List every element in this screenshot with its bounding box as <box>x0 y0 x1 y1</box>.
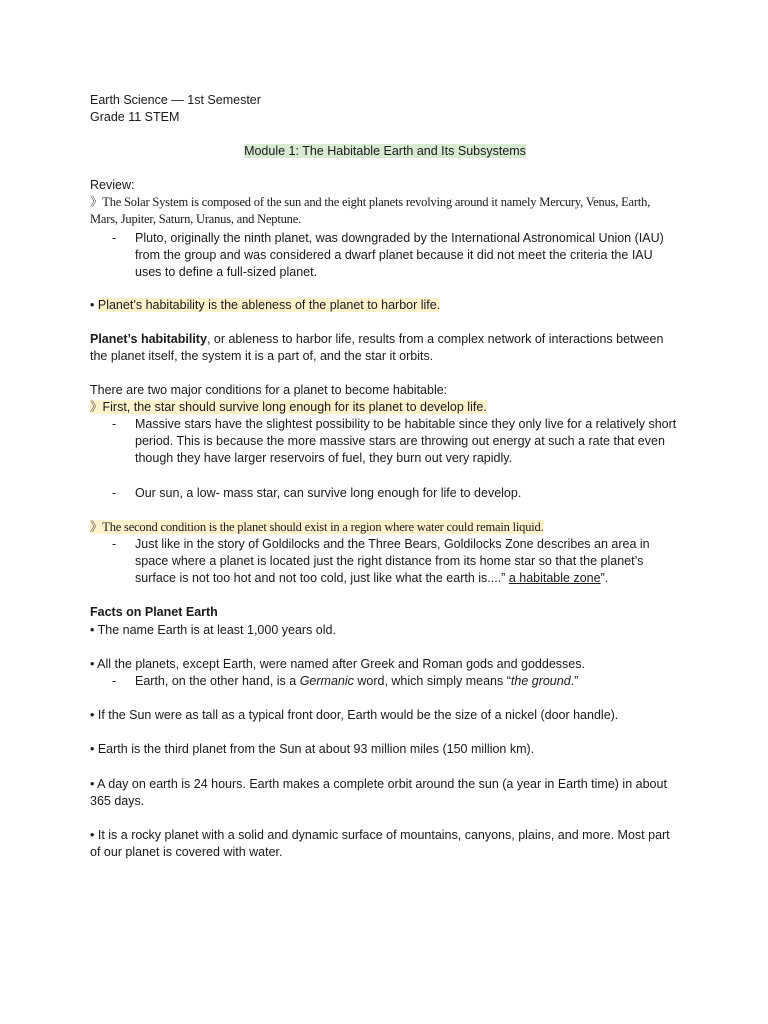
grade-label: Grade 11 STEM <box>90 110 180 124</box>
module-title-text: Module 1: The Habitable Earth and Its Subsystems <box>244 144 526 158</box>
germanic-text-c: .” <box>570 674 579 688</box>
habitability-definition <box>90 297 680 314</box>
dash-marker: - <box>112 674 117 688</box>
solar-system-statement: 》The Solar System is composed of the sun and the eight planets revolving around it namely Mercury, Venus, Earth, Mars, Jupiter, Saturn, Uranus, and Neptune. <box>90 195 651 226</box>
first-condition <box>90 399 680 416</box>
germanic-text-b: word, which simply means “ <box>353 674 511 688</box>
goldilocks-text-b: ”. <box>600 571 609 585</box>
facts-heading <box>90 604 680 621</box>
dash-marker: - <box>112 231 117 245</box>
pluto-item <box>90 230 680 281</box>
fact-distance: • Earth is the third planet from the Sun at about 93 million miles (150 million km). <box>90 742 535 756</box>
massive-stars-text: Massive stars have the slightest possibility to be habitable since they only live for a relatively short period. This is because the more massive stars are throwing out energy at such a rate that even though they have larger reservoirs of fuel, they burn out very rapidly. <box>135 417 677 465</box>
fact-day-year: • A day on earth is 24 hours. Earth makes a complete orbit around the sun (a year in Earth time) in about 365 days. <box>90 777 667 808</box>
habitability-term: Planet’s habitability <box>90 332 207 346</box>
pluto-text: Pluto, originally the ninth planet, was downgraded by the International Astronomical Union (IAU) from the group and was considered a dwarf planet because it did not meet the criteria the IAU uses to define a full-sized planet. <box>135 231 664 279</box>
habitability-paragraph <box>90 331 680 365</box>
the-ground-phrase: the ground <box>510 674 571 688</box>
goldilocks-item <box>90 536 680 587</box>
second-condition <box>90 519 680 536</box>
our-sun-item <box>90 485 680 502</box>
review-label: Review: <box>90 178 135 192</box>
fact-nickel-size: • If the Sun were as tall as a typical front door, Earth would be the size of a nickel (door handle). <box>90 708 619 722</box>
bullet-marker: • <box>90 298 98 312</box>
dash-marker: - <box>112 537 117 551</box>
habitable-zone-link[interactable]: a habitable zone <box>508 571 601 585</box>
conditions-intro: There are two major conditions for a planet to become habitable: <box>90 383 448 397</box>
second-condition-text: 》The second condition is the planet should exist in a region where water could remain liquid. <box>90 520 544 534</box>
dash-marker: - <box>112 486 117 500</box>
fact-planet-names: • All the planets, except Earth, were named after Greek and Roman gods and goddesses. <box>90 657 585 671</box>
first-condition-text: 》First, the star should survive long enough for its planet to develop life. <box>90 400 487 414</box>
germanic-text <box>135 673 680 690</box>
habitability-definition-text: Planet’s habitability is the ableness of the planet to harbor life. <box>97 298 441 312</box>
module-title <box>90 143 680 160</box>
germanic-text-a: Earth, on the other hand, is a <box>135 674 300 688</box>
germanic-item <box>90 673 680 690</box>
massive-stars-item <box>90 416 680 467</box>
our-sun-text: Our sun, a low- mass star, can survive long enough for life to develop. <box>135 486 522 500</box>
habitability-paragraph-text: , or ableness to harbor life, results from a complex network of interactions between the planet itself, the system it is a part of, and the star it orbits. <box>90 332 664 363</box>
goldilocks-text-a: Just like in the story of Goldilocks and the Three Bears, Goldilocks Zone describes an area in space where a planet is located just the right distance from its home star so that the planet’s surface is not too hot and not too cold, just like what the earth is....” <box>135 537 650 585</box>
facts-heading-text: Facts on Planet Earth <box>90 605 218 619</box>
dash-marker: - <box>112 417 117 431</box>
course-title: Earth Science — 1st Semester <box>90 93 261 107</box>
goldilocks-text <box>135 536 680 587</box>
fact-rocky-planet: • It is a rocky planet with a solid and dynamic surface of mountains, canyons, plains, and more. Most part of our planet is covered with water. <box>90 828 670 859</box>
germanic-word: Germanic <box>299 674 354 688</box>
fact-name-age: • The name Earth is at least 1,000 years old. <box>90 623 336 637</box>
